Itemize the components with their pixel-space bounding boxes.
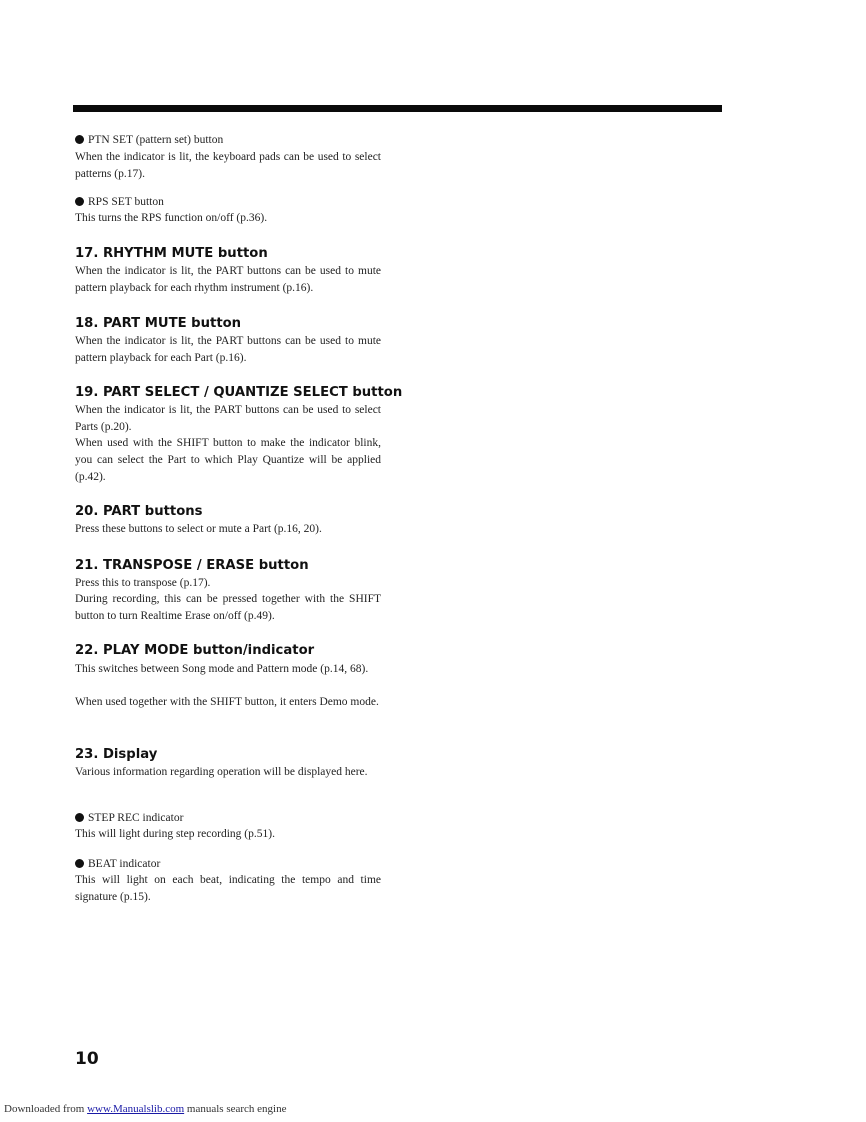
sub-heading-ptn-set: PTN SET (pattern set) button <box>75 132 223 148</box>
page-number: 10 <box>75 1049 99 1069</box>
paragraph: Press these buttons to select or mute a Part (p.16, 20). <box>75 523 322 535</box>
footer-suffix: manuals search engine <box>186 1103 287 1115</box>
sub-heading-beat: BEAT indicator <box>75 856 160 872</box>
bullet-icon <box>75 135 84 144</box>
section-heading-part-mute: 18. PART MUTE button <box>75 316 242 331</box>
paragraph: When used with the SHIFT button to make the indicator blink, you can select the Part to which Play Quantize will be applied (p.42). <box>75 437 381 483</box>
paragraph: Press this to transpose (p.17). <box>75 577 211 589</box>
bullet-icon <box>75 813 84 822</box>
footer-link[interactable]: www.Manualslib.com <box>87 1103 185 1115</box>
paragraph: During recording, this can be pressed together with the SHIFT button to turn Realtime Erase on/off (p.49). <box>75 593 381 622</box>
paragraph: When the indicator is lit, the PART buttons can be used to mute pattern playback for each Part (p.16). <box>75 335 381 364</box>
section-heading-part-buttons: 20. PART buttons <box>75 504 203 519</box>
section-heading-display: 23. Display <box>75 747 158 762</box>
paragraph: This switches between Song mode and Pattern mode (p.14, 68). <box>75 663 369 675</box>
footer <box>4 1103 286 1115</box>
section-heading-play-mode: 22. PLAY MODE button/indicator <box>75 643 315 658</box>
header-rule <box>73 105 722 112</box>
section-heading-rhythm-mute: 17. RHYTHM MUTE button <box>75 246 268 261</box>
paragraph: When used together with the SHIFT button, it enters Demo mode. <box>75 696 379 708</box>
sub-heading-step-rec: STEP REC indicator <box>75 810 183 826</box>
paragraph: This will light on each beat, indicating the tempo and time signature (p.15). <box>75 874 381 903</box>
paragraph: Various information regarding operation will be displayed here. <box>75 766 368 778</box>
section-heading-transpose-erase: 21. TRANSPOSE / ERASE button <box>75 558 309 573</box>
paragraph: This will light during step recording (p.51). <box>75 828 275 840</box>
section-heading-part-select: 19. PART SELECT / QUANTIZE SELECT button <box>75 385 403 400</box>
paragraph: When the indicator is lit, the PART buttons can be used to mute pattern playback for each rhythm instrument (p.16). <box>75 265 381 294</box>
footer-prefix: Downloaded from <box>4 1103 85 1115</box>
bullet-icon <box>75 197 84 206</box>
sub-heading-rps-set: RPS SET button <box>75 194 164 210</box>
paragraph: When the indicator is lit, the keyboard pads can be used to select patterns (p.17). <box>75 151 381 180</box>
bullet-icon <box>75 859 84 868</box>
paragraph: When the indicator is lit, the PART buttons can be used to select Parts (p.20). <box>75 404 381 433</box>
paragraph: This turns the RPS function on/off (p.36). <box>75 212 268 224</box>
